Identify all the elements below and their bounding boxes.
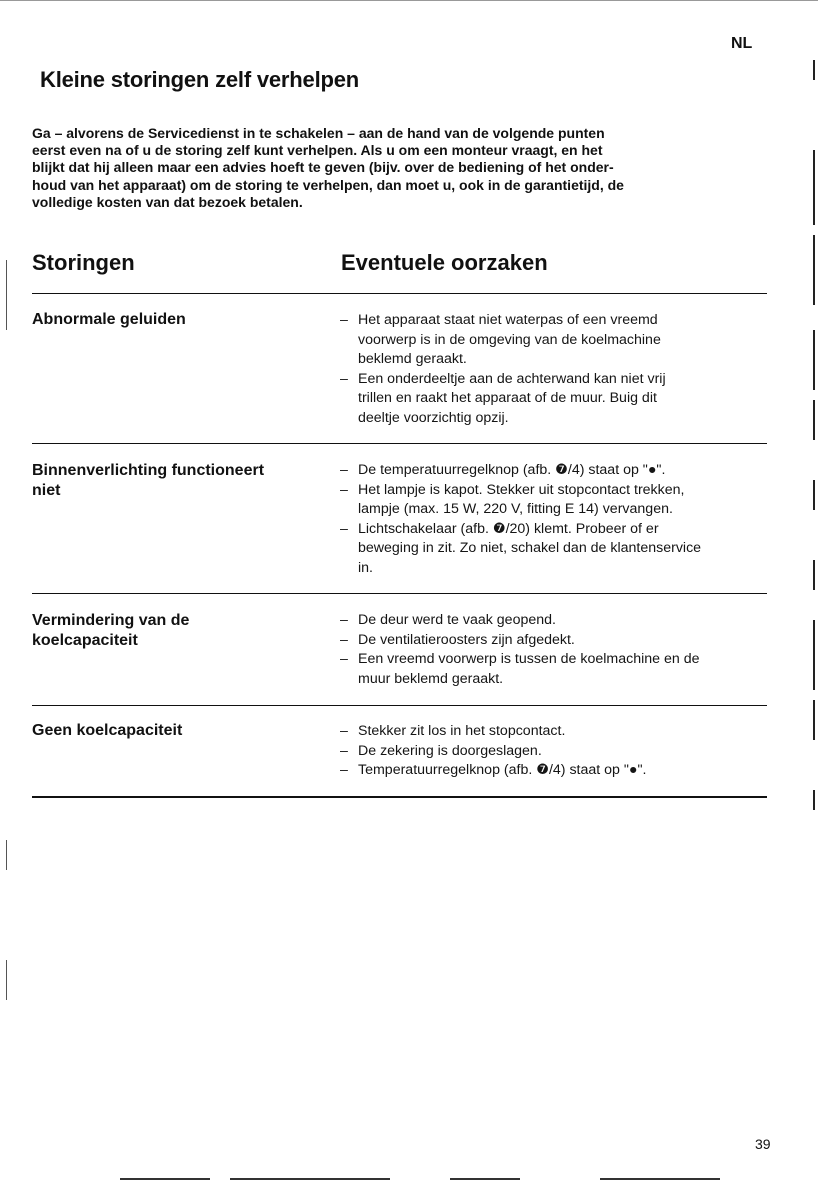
causes-column-header: Eventuele oorzaken [341,250,548,275]
fault-label [32,461,322,501]
scan-edge-bottom [450,1178,520,1180]
scan-edge-top [0,0,818,1]
scan-edge-bottom [120,1178,210,1180]
cause-line: Het lampje is kapot. Stekker uit stopcontact trekken, [358,481,685,498]
cause-item [340,650,770,689]
cause-line: De zekering is doorgeslagen. [358,742,542,759]
dash-bullet: – [340,742,348,759]
intro-line: Ga – alvorens de Servicedienst in te schakelen – aan de hand van de volgende punten [32,125,605,141]
cause-item [340,722,770,742]
cause-line: voorwerp is in de omgeving van de koelmachine [358,331,661,348]
cause-line: Een onderdeeltje aan de achterwand kan niet vrij [358,370,666,387]
intro-line: volledige kosten van dat bezoek betalen. [32,193,303,210]
cause-item [340,370,770,429]
scan-edge-right [813,560,815,590]
scan-edge-right [813,700,815,740]
cause-line: De ventilatieroosters zijn afgedekt. [358,631,575,648]
intro-paragraph [32,125,762,211]
dash-bullet: – [340,651,348,667]
cause-item [340,461,770,481]
fault-label [32,611,322,651]
dash-bullet: – [340,723,348,739]
scan-edge-right [813,235,815,305]
cause-item [340,481,770,520]
cause-list [340,611,770,689]
intro-line: eerst even na of u de storing zelf kunt verhelpen. Als u om een monteur vraagt, en het [32,142,603,159]
dash-bullet: – [340,370,348,387]
cause-line: trillen en raakt het apparaat of de muur. Buig dit [358,390,657,406]
cause-line: Lichtschakelaar (afb. ❼/20) klemt. Probeer of er [358,520,659,537]
fault-label-line: Abnormale geluiden [32,311,186,328]
cause-line: De temperatuurregelknop (afb. ❼/4) staat op "●". [358,462,666,478]
table-divider [32,593,767,594]
scan-edge-bottom [600,1178,720,1180]
table-bottom-rule [32,796,767,798]
dash-bullet: – [340,312,348,328]
cause-list [340,311,770,428]
dash-bullet: – [340,762,348,778]
cause-item [340,311,770,370]
page-title: Kleine storingen zelf verhelpen [40,67,359,92]
page-number: 39 [755,1136,771,1152]
cause-list [340,461,770,578]
fault-label-line: Geen koelcapaciteit [32,722,183,739]
scan-edge-left [6,260,7,330]
cause-item [340,742,770,762]
scan-edge-right [813,400,815,440]
table-divider [32,443,767,444]
dash-bullet: – [340,612,348,628]
cause-line: Stekker zit los in het stopcontact. [358,723,566,739]
cause-line: De deur werd te vaak geopend. [358,612,556,628]
cause-item [340,611,770,631]
cause-line: Temperatuurregelknop (afb. ❼/4) staat op "●". [358,762,647,778]
cause-item [340,761,770,781]
table-divider [32,705,767,706]
fault-label-line: Binnenverlichting functioneert [32,462,265,479]
fault-label-line: Vermindering van de [32,612,190,629]
cause-list [340,722,770,781]
table-divider [32,293,767,294]
cause-item [340,520,770,579]
cause-line: muur beklemd geraakt. [358,670,504,687]
dash-bullet: – [340,481,348,498]
fault-label-line: koelcapaciteit [32,632,138,649]
cause-line: deeltje voorzichtig opzij. [358,409,509,426]
intro-line: houd van het apparaat) om de storing te verhelpen, dan moet u, ook in de garantietijd, de [32,176,624,193]
language-code: NL [731,35,753,52]
cause-line: beweging in zit. Zo niet, schakel dan de klantenservice [358,540,702,556]
scan-edge-bottom [230,1178,390,1180]
cause-line: Het apparaat staat niet waterpas of een vreemd [358,312,658,328]
fault-label-line: niet [32,482,61,499]
cause-item [340,631,770,651]
fault-label [32,310,322,330]
cause-line: beklemd geraakt. [358,351,467,367]
scan-edge-right [813,60,815,80]
scan-edge-right [813,620,815,690]
scan-edge-left [6,840,7,870]
scan-edge-right [813,150,815,225]
cause-line: Een vreemd voorwerp is tussen de koelmachine en de [358,651,700,667]
fault-label [32,721,322,741]
scan-edge-right [813,330,815,390]
scan-edge-left [6,960,7,1000]
intro-line: blijkt dat hij alleen maar een advies hoeft te geven (bijv. over de bediening of het onder- [32,159,614,176]
cause-line: lampje (max. 15 W, 220 V, fitting E 14) vervangen. [358,501,673,517]
dash-bullet: – [340,631,348,648]
dash-bullet: – [340,462,348,478]
cause-line: in. [358,559,373,576]
scan-edge-right [813,480,815,510]
dash-bullet: – [340,520,348,537]
faults-column-header: Storingen [32,250,135,275]
scan-edge-right [813,790,815,810]
